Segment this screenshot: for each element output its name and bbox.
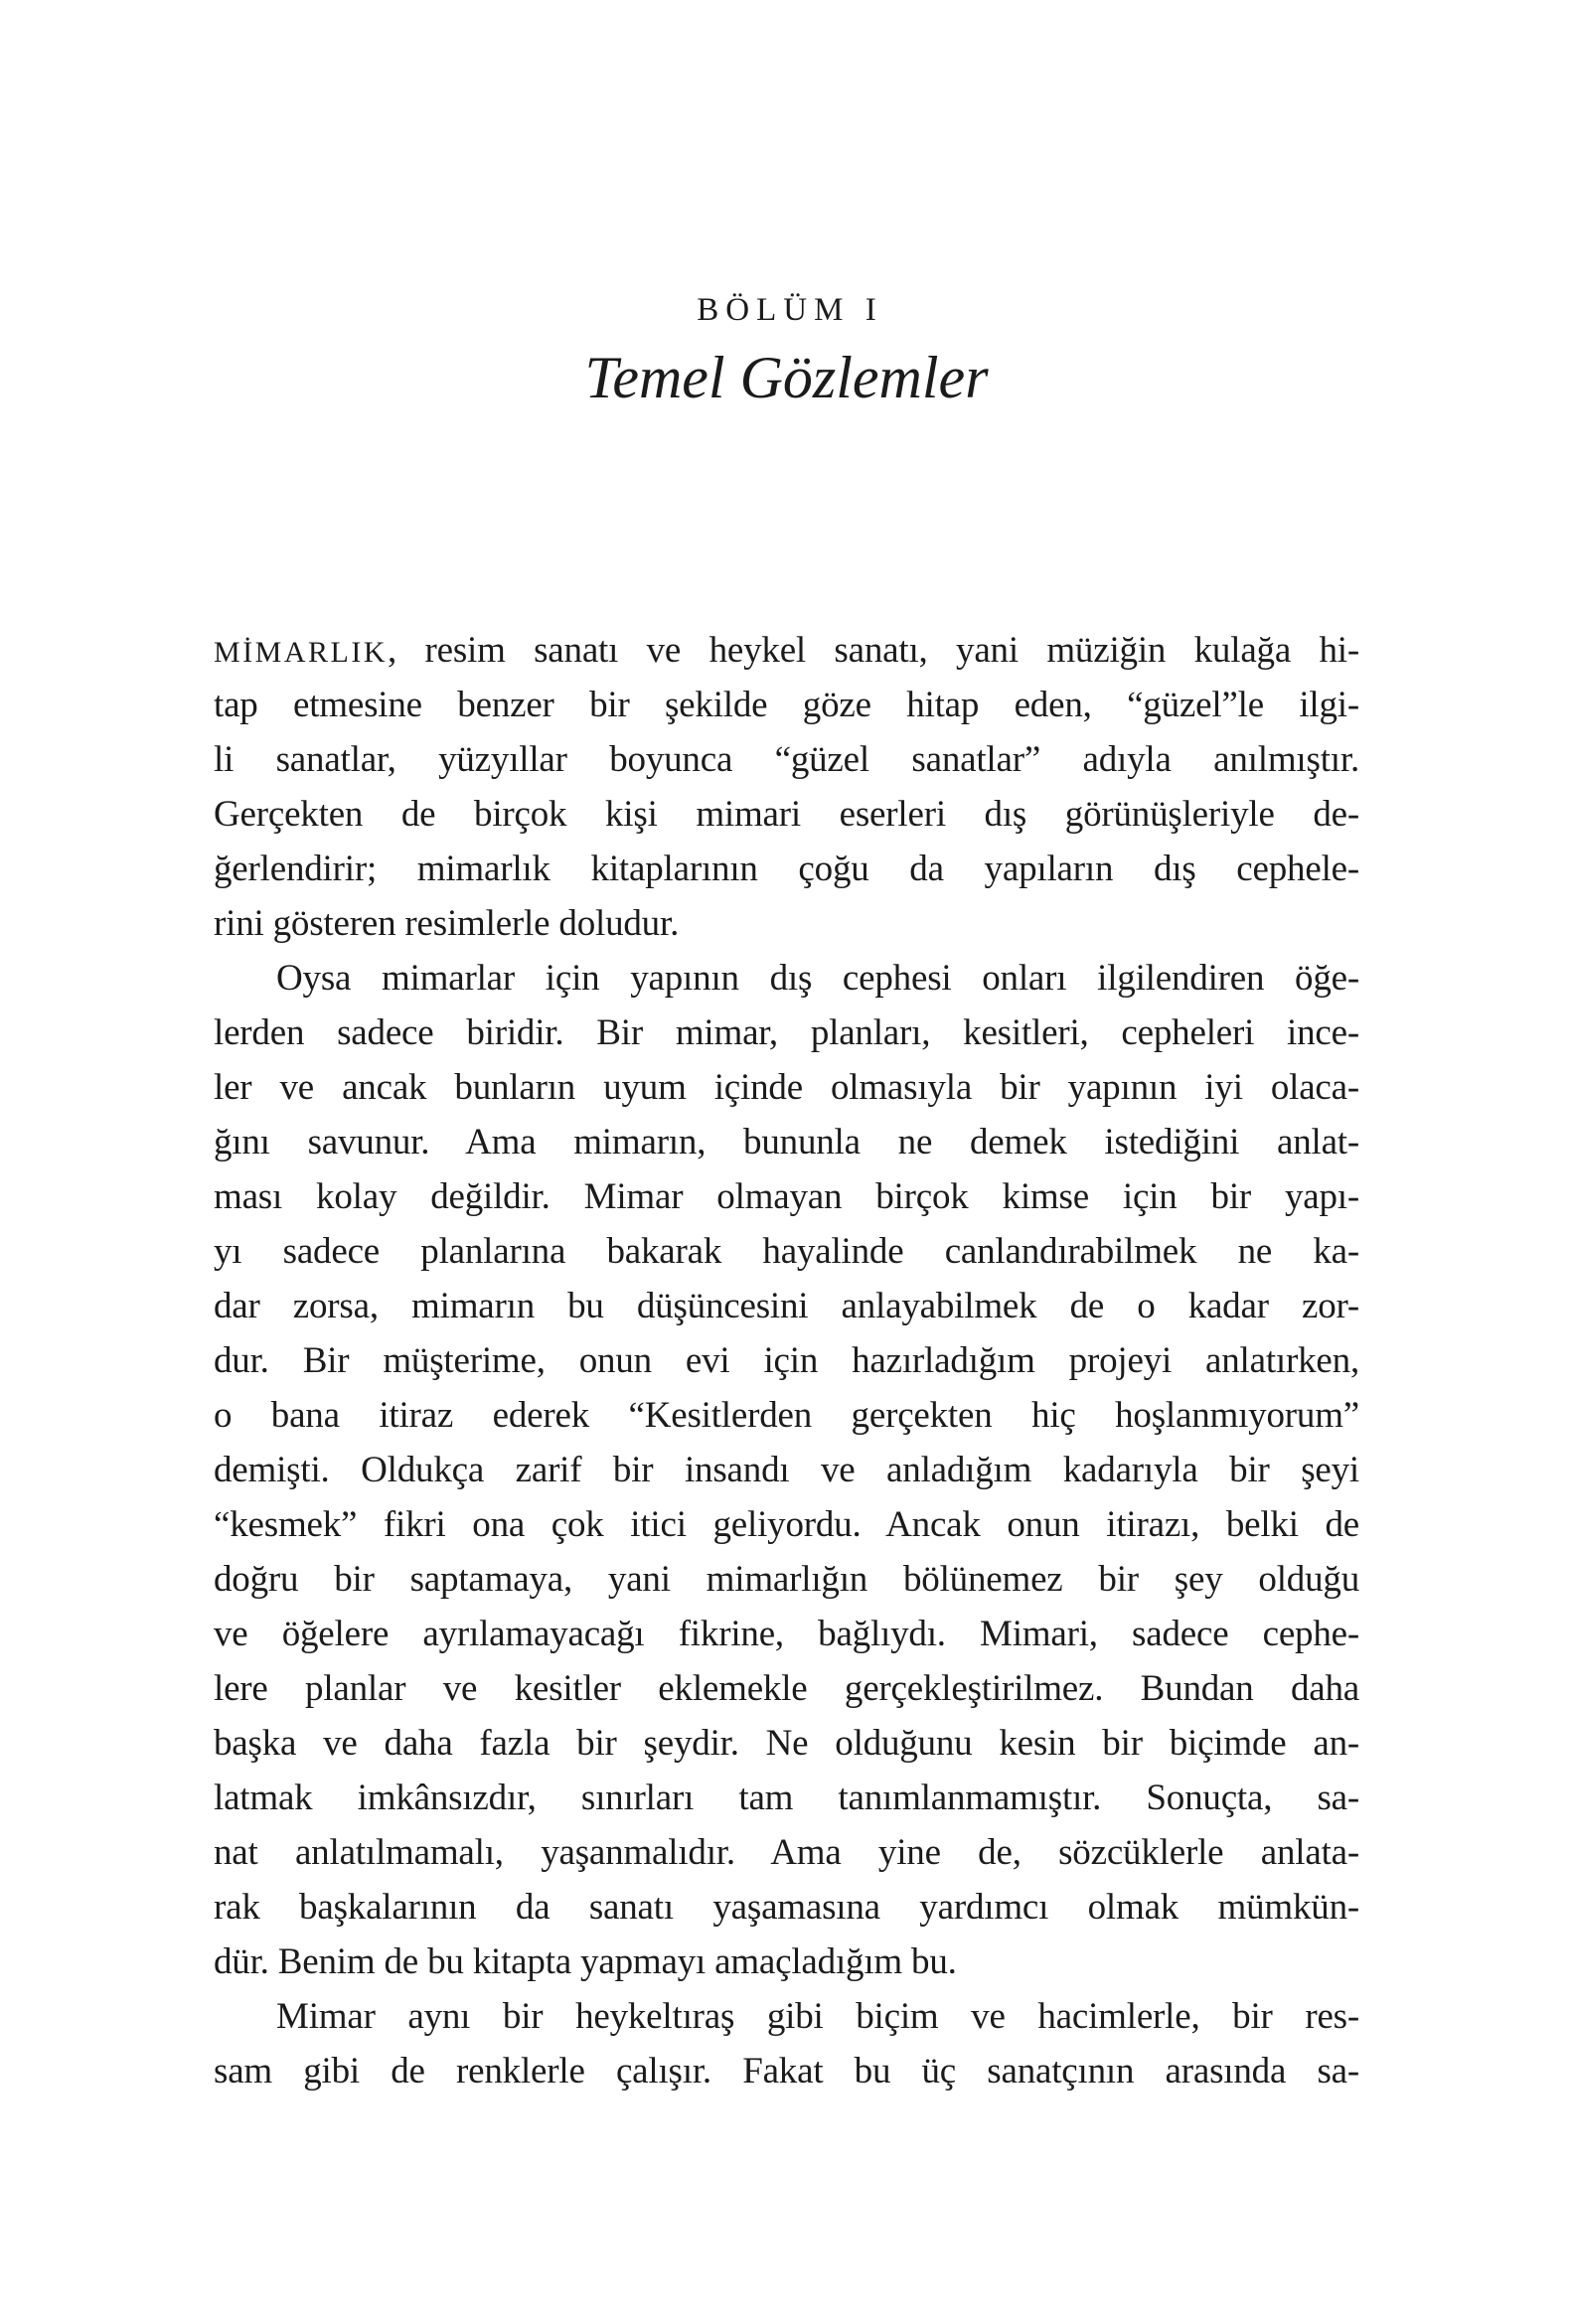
chapter-title: Temel Gözlemler — [584, 345, 989, 410]
body-line: o bana itiraz ederek “Kesitlerden gerçekten hiç hoşlanmıyorum” — [214, 1395, 1359, 1436]
body-line: rini gösteren resimlerle doludur. — [214, 903, 680, 944]
body-line: latmak imkânsızdır, sınırları tam tanımlanmamıştır. Sonuçta, sa- — [214, 1778, 1359, 1818]
body-line: “kesmek” fikri ona çok itici geliyordu. Ancak onun itirazı, belki de — [214, 1504, 1359, 1545]
body-line: dur. Bir müşterime, onun evi için hazırladığım projeyi anlatırken, — [214, 1340, 1359, 1381]
body-line: Gerçekten de birçok kişi mimari eserleri dış görünüşleriyle de- — [214, 794, 1359, 835]
body-line: sam gibi de renklerle çalışır. Fakat bu üç sanatçının arasında sa- — [214, 2051, 1359, 2092]
body-line: dür. Benim de bu kitapta yapmayı amaçladığım bu. — [214, 1941, 957, 1982]
body-line: tap etmesine benzer bir şekilde göze hitap eden, “güzel”le ilgi- — [214, 685, 1359, 725]
body-line: ve öğelere ayrılamayacağı fikrine, bağlıydı. Mimari, sadece cephe- — [214, 1614, 1359, 1654]
body-line: ğerlendirir; mimarlık kitaplarının çoğu da yapıların dış cephele- — [214, 849, 1359, 889]
body-line: rak başkalarının da sanatı yaşamasına yardımcı olmak mümkün- — [214, 1887, 1359, 1928]
body-line: başka ve daha fazla bir şeydir. Ne olduğunu kesin bir biçimde an- — [214, 1723, 1359, 1764]
body-line: lerden sadece biridir. Bir mimar, planları, kesitleri, cepheleri ince- — [214, 1012, 1359, 1053]
chapter-label: BÖLÜM I — [697, 292, 883, 328]
body-line: Mimar aynı bir heykeltıraş gibi biçim ve hacimlerle, bir res- — [276, 1996, 1359, 2037]
body-line: Oysa mimarlar için yapının dış cephesi onları ilgilendiren öğe- — [276, 958, 1359, 999]
body-line: ler ve ancak bunların uyum içinde olmasıyla bir yapının iyi olaca- — [214, 1067, 1359, 1108]
body-line: MİMARLIK, resim sanatı ve heykel sanatı, yani müziğin kulağa hi- — [214, 630, 1359, 671]
body-line: ğını savunur. Ama mimarın, bununla ne demek istediğini anlat- — [214, 1122, 1359, 1162]
body-line: dar zorsa, mimarın bu düşüncesini anlayabilmek de o kadar zor- — [214, 1286, 1359, 1326]
body-line: ması kolay değildir. Mimar olmayan birçok kimse için bir yapı- — [214, 1176, 1359, 1217]
body-line: demişti. Oldukça zarif bir insandı ve anladığım kadarıyla bir şeyi — [214, 1450, 1359, 1490]
body-line: lere planlar ve kesitler eklemekle gerçekleştirilmez. Bundan daha — [214, 1668, 1359, 1709]
body-line: doğru bir saptamaya, yani mimarlığın bölünemez bir şey olduğu — [214, 1559, 1359, 1600]
body-text — [214, 623, 1359, 2098]
body-line: li sanatlar, yüzyıllar boyunca “güzel sanatlar” adıyla anılmıştır. — [214, 739, 1359, 780]
body-line: nat anlatılmamalı, yaşanmalıdır. Ama yine de, sözcüklerle anlata- — [214, 1832, 1359, 1873]
body-line: yı sadece planlarına bakarak hayalinde canlandırabilmek ne ka- — [214, 1231, 1359, 1272]
lead-small-caps: MİMARLIK — [214, 636, 388, 669]
